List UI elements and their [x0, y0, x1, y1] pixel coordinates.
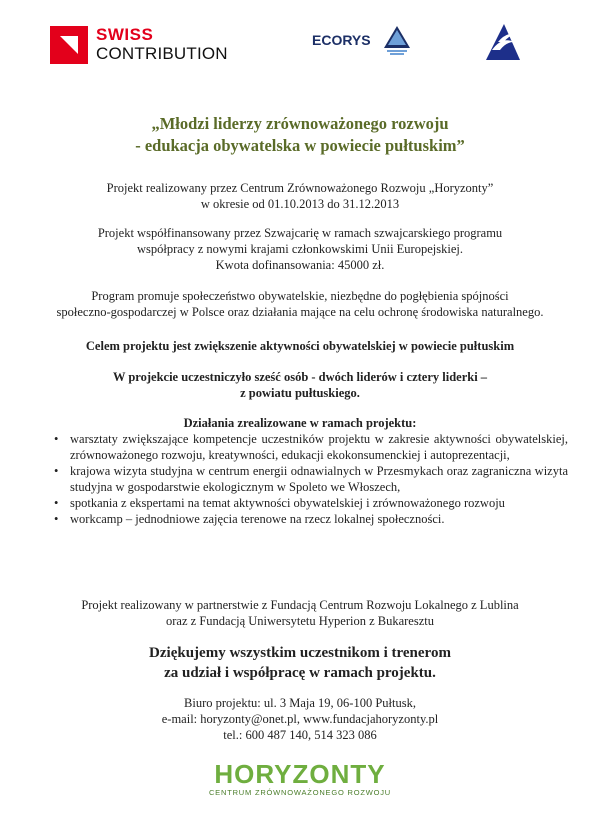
- funding-line-1: Projekt współfinansowany przez Szwajcarię w ramach szwajcarskiego programu: [97, 226, 503, 240]
- program-line-1: Program promuje społeczeństwo obywatelskie, niezbędne do pogłębienia spójności: [91, 289, 509, 303]
- contribution-logo-word: CONTRIBUTION: [96, 44, 228, 63]
- bullet-icon: •: [54, 512, 59, 526]
- contact-email-www: e-mail: horyzonty@onet.pl, www.fundacjahoryzonty.pl: [161, 712, 439, 726]
- bullet-icon: •: [54, 432, 59, 446]
- thanks-line-2: za udział i współpracę w ramach projektu.: [164, 665, 436, 681]
- list-item: • workcamp – jednodniowe zajęcia terenowe na rzecz lokalnej społeczności.: [54, 512, 445, 526]
- ecorys-logo-word: ECORYS: [312, 32, 371, 48]
- intro-line-2: w okresie od 01.10.2013 do 31.12.2013: [200, 197, 400, 211]
- actions-list: [54, 431, 568, 527]
- swiss-logo-square-icon: [50, 26, 88, 64]
- horyzonty-logo: [205, 760, 395, 806]
- project-goal: Celem projektu jest zwiększenie aktywności obywatelskiej w powiecie pułtuskim: [85, 339, 515, 353]
- list-item: • spotkania z ekspertami na temat aktywności obywatelskiej i zrównoważonego rozwoju: [54, 496, 505, 510]
- partners-line-1: Projekt realizowany w partnerstwie z Fundacją Centrum Rozwoju Lokalnego z Lublina: [81, 598, 519, 612]
- participants-line-2: z powiatu pułtuskiego.: [240, 386, 360, 400]
- funding-line-2: współpracy z nowymi krajami członkowskimi Unii Europejskiej.: [137, 242, 463, 256]
- partners-line-2: oraz z Fundacją Uniwersytetu Hyperion z Bukaresztu: [166, 614, 434, 628]
- title-line-2: - edukacja obywatelska w powiecie pułtuskim”: [135, 136, 465, 155]
- office-address: Biuro projektu: ul. 3 Maja 19, 06-100 Pułtusk,: [184, 696, 416, 710]
- list-item: • krajowa wizyta studyjna w centrum energii odnawialnych w Przesmykach oraz zagraniczna wizyta studyjna w gospodarstwie ekologicznym w Spoleto we Włoszech,: [54, 464, 568, 494]
- thanks-line-1: Dziękujemy wszystkim uczestnikom i trenerom: [149, 645, 451, 661]
- bullet-icon: •: [54, 464, 59, 478]
- intro-line-1: Projekt realizowany przez Centrum Zrównoważonego Rozwoju „Horyzonty”: [106, 181, 494, 195]
- bullet-icon: •: [54, 496, 59, 510]
- program-line-2: społeczno-gospodarczej w Polsce oraz działania mające na celu ochronę środowiska naturalnego.: [56, 305, 544, 319]
- hyperion-university-logo-icon: [480, 20, 524, 64]
- actions-heading: Działania zrealizowane w ramach projektu:: [183, 416, 417, 430]
- ecorys-triangle-icon: [384, 26, 410, 56]
- title-line-1: „Młodzi liderzy zrównoważonego rozwoju: [151, 114, 449, 133]
- funding-amount: Kwota dofinansowania: 45000 zł.: [215, 258, 385, 272]
- ecorys-logo: [312, 24, 412, 64]
- participants-line-1: W projekcie uczestniczyło sześć osób - dwóch liderów i cztery liderki –: [112, 370, 488, 384]
- contact-phone: tel.: 600 487 140, 514 323 086: [223, 728, 377, 742]
- swiss-contribution-logo: [50, 26, 250, 66]
- horyzonty-logo-word: HORYZONTY: [214, 759, 386, 789]
- horyzonty-logo-subtitle: CENTRUM ZRÓWNOWAŻONEGO ROZWOJU: [208, 788, 392, 797]
- swiss-logo-word: SWISS: [96, 25, 154, 44]
- list-item: • warsztaty zwiększające kompetencje uczestników projektu w zakresie aktywności obywatelskiej, zrównoważonego rozwoju, kreatywności, edukacji ekokonsumenckiej i autoprezentacji,: [54, 432, 568, 462]
